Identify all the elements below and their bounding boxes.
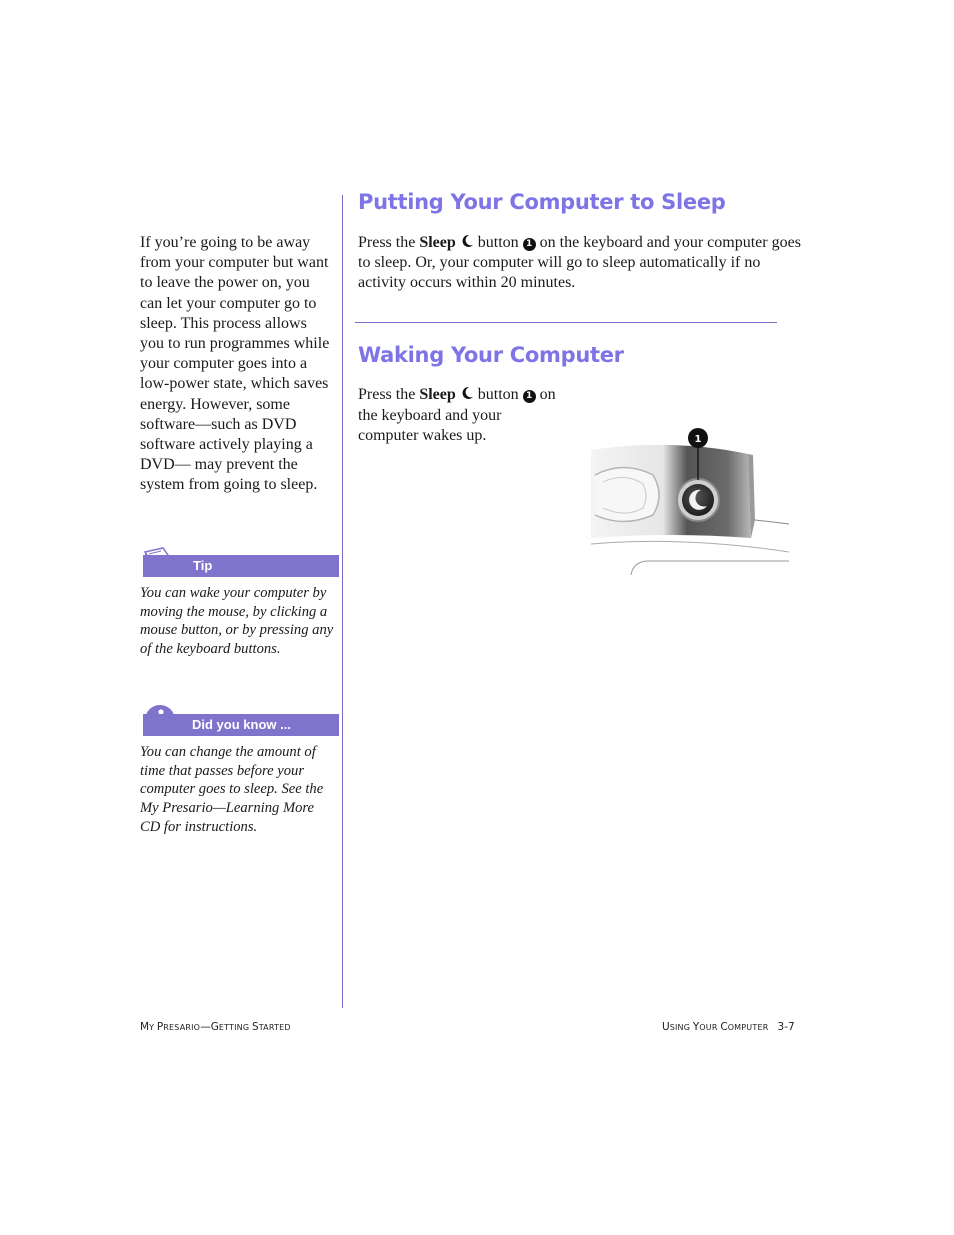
moon-icon — [460, 386, 474, 400]
keyboard-sleep-button-illustration — [583, 420, 793, 585]
callout-number: 1 — [523, 390, 536, 403]
sleep-keyword: Sleep — [419, 234, 456, 251]
did-you-know-bar — [143, 714, 339, 736]
sleep-keyword: Sleep — [419, 386, 456, 403]
tip-label: Tip — [193, 558, 213, 573]
moon-icon — [460, 234, 474, 248]
callout-number: 1 — [523, 238, 536, 251]
column-divider — [342, 195, 343, 1008]
sleep-paragraph: Press the Sleep button 1 on the keyboard and your computer goes to sleep. Or, your computer will go to sleep automatically if no activity occurs within 20 minutes. — [358, 234, 801, 292]
figure-callout: 1 — [694, 434, 702, 445]
footer-chapter: USING YOUR COMPUTER 3-7 — [662, 1021, 795, 1033]
tip-text: You can wake your computer by moving the mouse, by clicking a mouse button, or by pressing any of the keyboard buttons. — [140, 585, 334, 658]
waking-paragraph: Press the Sleep button 1 on the keyboard and your computer wakes up. — [358, 386, 556, 445]
footer-book-title: MY PRESARIO—GETTING STARTED — [140, 1021, 291, 1033]
page-number: 3-7 — [777, 1021, 795, 1033]
did-you-know-text: You can change the amount of time that passes before your computer goes to sleep. See the My Presario—Learning More CD for instructions. — [140, 744, 324, 835]
heading-waking: Waking Your Computer — [358, 343, 624, 367]
did-you-know-label: Did you know ... — [192, 717, 291, 732]
sidebar-intro: If you’re going to be away from your computer but want to leave the power on, you can let your computer go to sleep. This process allows you to run programmes while your computer goes into a low-power state, which saves energy. However, some software—such as DVD software actively playing a DVD— may prevent the system from going to sleep. — [140, 234, 330, 494]
tip-bar — [143, 555, 339, 577]
heading-sleep: Putting Your Computer to Sleep — [358, 190, 726, 214]
section-divider — [355, 322, 777, 323]
